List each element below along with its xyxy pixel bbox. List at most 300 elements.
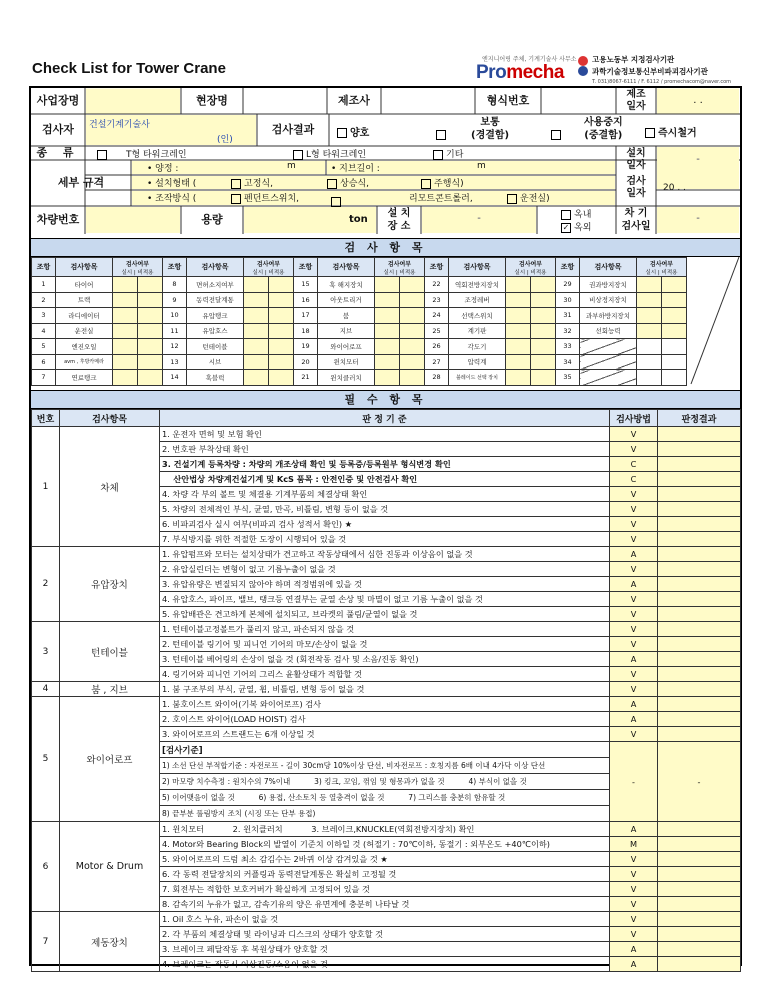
- insp-col-item: 검사항목: [56, 258, 113, 277]
- seal: (인): [217, 135, 233, 145]
- insp-done-cell[interactable]: [244, 370, 269, 386]
- insp-item-no: 17: [294, 308, 318, 324]
- insp-done-cell[interactable]: [506, 339, 531, 355]
- insp-item-no: 34: [556, 354, 580, 370]
- insp-done-cell[interactable]: [375, 370, 400, 386]
- insp-na-cell[interactable]: [269, 292, 294, 308]
- req-method: V: [610, 532, 658, 547]
- req-group-no: 3: [32, 622, 60, 682]
- req-method: A: [610, 577, 658, 592]
- insp-item-name: [580, 339, 637, 355]
- type-l-checkbox[interactable]: [293, 150, 303, 160]
- inspection-row: [163, 354, 294, 370]
- insp-item-no: 27: [425, 354, 449, 370]
- agency-logo-icon: [577, 55, 589, 77]
- insp-na-cell[interactable]: [531, 292, 556, 308]
- req-criteria: 산안법상 차량계건설기계 및 KcS 품목 : 안전인증 및 안전검사 확인: [160, 472, 610, 487]
- inspection-column: [31, 257, 162, 385]
- insp-item-name: 엔진오일: [56, 339, 113, 355]
- inspection-row: [425, 308, 556, 324]
- type-etc[interactable]: 기타: [433, 147, 463, 160]
- insp-done-cell[interactable]: [113, 370, 138, 386]
- insp-item-no: 35: [556, 370, 580, 386]
- inspection-row: [163, 292, 294, 308]
- insp-na-cell[interactable]: [662, 277, 687, 293]
- req-result-cell[interactable]: [658, 942, 741, 957]
- spec-fixed[interactable]: 고정식,: [231, 176, 273, 189]
- result-good[interactable]: 양호: [337, 124, 369, 139]
- insp-na-cell[interactable]: [400, 277, 425, 293]
- insp-item-name: 권과방지장치: [580, 277, 637, 293]
- table-row: [32, 682, 741, 697]
- req-result-cell[interactable]: [658, 622, 741, 637]
- result-stop-checkbox[interactable]: [551, 124, 564, 143]
- inspection-row: [425, 339, 556, 355]
- insp-na-cell[interactable]: [138, 308, 163, 324]
- insp-col-yesno: 검사여부 실시 | 비적용: [244, 258, 294, 277]
- spec-travel[interactable]: 주행식): [421, 176, 464, 189]
- req-criteria: 3. 건설기계 등록차량 : 차량의 개조상태 확인 및 등록증/등록원부 형식변경 확인: [160, 457, 610, 472]
- req-criteria: 1. 붐호이스트 와이어(기복 와이어로프) 검사: [160, 697, 610, 712]
- req-method: V: [610, 667, 658, 682]
- inspection-column: [293, 257, 424, 385]
- req-result-cell[interactable]: [658, 577, 741, 592]
- insp-done-cell[interactable]: [113, 292, 138, 308]
- insp-item-no: 2: [32, 292, 56, 308]
- insp-item-no: 23: [425, 292, 449, 308]
- inspection-row: [294, 339, 425, 355]
- insp-na-cell[interactable]: [269, 354, 294, 370]
- insp-item-name: 동력전달계통: [187, 292, 244, 308]
- insp-na-cell[interactable]: [662, 354, 687, 370]
- insp-item-name: 각도기: [449, 339, 506, 355]
- spec-lift-label: • 양정 :: [147, 164, 179, 174]
- loc-indoor[interactable]: 옥내: [561, 207, 591, 220]
- req-criteria: 5. 와이어로프의 드럼 최소 감김수는 2바퀴 이상 감겨있을 것 ★: [160, 852, 610, 867]
- req-result-cell[interactable]: [658, 457, 741, 472]
- result-normal: 보통 (경결함): [471, 117, 510, 141]
- insp-item-no: 3: [32, 308, 56, 324]
- req-method: V: [610, 927, 658, 942]
- req-result-cell[interactable]: [658, 637, 741, 652]
- insp-done-cell[interactable]: [375, 277, 400, 293]
- promecha-logo: 엔지니어링 주체, 기계기술사 사무소 Promecha: [476, 56, 577, 83]
- req-group-item: 유압장치: [60, 547, 160, 622]
- insp-col-item: 검사항목: [318, 258, 375, 277]
- insp-na-cell[interactable]: [400, 339, 425, 355]
- inspect-date-label: 검사 일자: [626, 176, 646, 199]
- insp-item-no: 11: [163, 323, 187, 339]
- insp-done-cell[interactable]: [375, 308, 400, 324]
- inspection-column: [555, 257, 686, 385]
- insp-done-cell[interactable]: [637, 292, 662, 308]
- insp-col-item: 검사항목: [187, 258, 244, 277]
- inspection-row: [32, 370, 163, 386]
- req-result-cell[interactable]: [658, 442, 741, 457]
- req-result-cell[interactable]: [658, 652, 741, 667]
- req-criteria: 1. 윈치모터 2. 윈치클러치 3. 브레이크,KNUCKLE(역회전방지장치) 확인: [160, 822, 610, 837]
- req-group-item: Motor & Drum: [60, 822, 160, 912]
- req-method: A: [610, 957, 658, 972]
- install-date-value[interactable]: -: [696, 154, 700, 165]
- req-group-no: 2: [32, 547, 60, 622]
- inspection-row: [294, 354, 425, 370]
- inspection-row: [32, 277, 163, 293]
- insp-done-cell[interactable]: [113, 339, 138, 355]
- insp-item-name: 윈치클러치: [318, 370, 375, 386]
- insp-item-no: 14: [163, 370, 187, 386]
- insp-item-no: 30: [556, 292, 580, 308]
- inspection-row: [425, 292, 556, 308]
- req-method: C: [610, 472, 658, 487]
- req-result-cell[interactable]: [658, 427, 741, 442]
- insp-item-no: 29: [556, 277, 580, 293]
- result-good-checkbox[interactable]: [337, 128, 347, 138]
- req-criteria: 1. Oil 호스 누유, 파손이 없을 것: [160, 912, 610, 927]
- insp-na-cell[interactable]: [269, 323, 294, 339]
- wire-criteria-text: 5) 이어맺음이 없을 것 6) 용접, 산소토치 등 열충격이 없을 것 7) 그리스를 충분히 함유할 것: [160, 790, 610, 806]
- req-criteria: 4. 링기어와 피니언 기어의 그리스 윤활상태가 적합할 것: [160, 667, 610, 682]
- insp-done-cell[interactable]: [113, 323, 138, 339]
- req-result-cell[interactable]: [658, 882, 741, 897]
- result-remove[interactable]: 즉시철거: [645, 124, 697, 139]
- req-group-no: 7: [32, 912, 60, 972]
- insp-na-cell[interactable]: [531, 308, 556, 324]
- insp-item-name: 블레이드 선택 장치: [449, 370, 506, 386]
- type-t[interactable]: T형 타워크레인: [97, 147, 187, 160]
- insp-done-cell[interactable]: [637, 277, 662, 293]
- insp-item-name: 시브: [187, 354, 244, 370]
- req-result-cell[interactable]: [658, 607, 741, 622]
- insp-na-cell[interactable]: [531, 339, 556, 355]
- insp-na-cell[interactable]: [138, 354, 163, 370]
- insp-item-no: 6: [32, 354, 56, 370]
- inspection-row: [32, 292, 163, 308]
- insp-done-cell[interactable]: [113, 354, 138, 370]
- type-etc-checkbox[interactable]: [433, 150, 443, 160]
- insp-done-cell[interactable]: [244, 339, 269, 355]
- insp-item-name: 타이어: [56, 277, 113, 293]
- req-result-cell[interactable]: [658, 472, 741, 487]
- req-method: V: [610, 592, 658, 607]
- insp-item-name: 턴테이블: [187, 339, 244, 355]
- inspection-row: [32, 323, 163, 339]
- req-method: V: [610, 622, 658, 637]
- req-col-item: 검사항목: [60, 410, 160, 427]
- req-col-result: 판정결과: [658, 410, 741, 427]
- req-result-cell[interactable]: [658, 517, 741, 532]
- req-result-cell[interactable]: [658, 487, 741, 502]
- insp-item-no: 18: [294, 323, 318, 339]
- insp-item-no: 7: [32, 370, 56, 386]
- spec-blank-checkbox[interactable]: [331, 191, 344, 210]
- req-result-cell[interactable]: [658, 927, 741, 942]
- req-criteria: 7. 부식방지를 위한 적절한 도장이 시행되어 있을 것: [160, 532, 610, 547]
- req-criteria: 4. 차량 각 부의 볼트 및 체결용 기계부품의 체결상태 확인: [160, 487, 610, 502]
- required-table: [31, 409, 741, 972]
- insp-col-item: 검사항목: [580, 258, 637, 277]
- insp-item-no: 25: [425, 323, 449, 339]
- insp-na-cell[interactable]: [269, 370, 294, 386]
- result-stop: 사용중지 (중결함): [584, 117, 623, 141]
- insp-item-name: 계기판: [449, 323, 506, 339]
- insp-na-cell[interactable]: [138, 370, 163, 386]
- insp-col-no: 조항: [32, 258, 56, 277]
- req-result-cell[interactable]: [658, 822, 741, 837]
- req-method: C: [610, 457, 658, 472]
- required-section-title: 필 수 항 목: [31, 390, 740, 409]
- req-result-cell[interactable]: [658, 837, 741, 852]
- insp-item-no: 28: [425, 370, 449, 386]
- insp-na-cell[interactable]: [400, 292, 425, 308]
- insp-done-cell[interactable]: [506, 370, 531, 386]
- insp-item-name: 아웃트리거: [318, 292, 375, 308]
- inspection-row: [425, 277, 556, 293]
- req-result-cell[interactable]: [658, 667, 741, 682]
- req-result-cell[interactable]: [658, 502, 741, 517]
- insp-done-cell[interactable]: [506, 323, 531, 339]
- req-result-cell[interactable]: [658, 562, 741, 577]
- spec-climb[interactable]: 상승식,: [327, 176, 369, 189]
- inspection-row: [425, 354, 556, 370]
- insp-na-cell[interactable]: [662, 292, 687, 308]
- insp-na-cell[interactable]: [662, 370, 687, 386]
- insp-done-cell[interactable]: [244, 323, 269, 339]
- req-criteria: 3. 턴테이블 베어링의 손상이 없을 것 (회전작동 검사 및 소음/진동 확인): [160, 652, 610, 667]
- insp-item-name: 훅 해지장치: [318, 277, 375, 293]
- req-criteria: 1. 붐 구조부의 부식, 균열, 휨, 비틀림, 변형 등이 없을 것: [160, 682, 610, 697]
- inspection-column: [424, 257, 555, 385]
- req-method: A: [610, 697, 658, 712]
- mfg-date-value[interactable]: . .: [693, 95, 703, 106]
- inspector-value[interactable]: 건설기계기술사: [89, 120, 150, 130]
- insp-item-no: 16: [294, 292, 318, 308]
- insp-done-cell[interactable]: [375, 323, 400, 339]
- inspection-row: [163, 277, 294, 293]
- spec-cabin[interactable]: 운전실): [507, 191, 550, 204]
- req-method: V: [610, 637, 658, 652]
- insp-item-name: 비상정지장치: [580, 292, 637, 308]
- req-criteria: 4. Motor와 Bearing Block의 발열이 기준치 이하일 것 (허절기 : 70℃이하, 동절기 : 외부온도 +40℃이하): [160, 837, 610, 852]
- insp-na-cell[interactable]: [400, 354, 425, 370]
- wire-criteria-text: 2) 마모량 치수측정 : 원치수의 7%이내 3) 킹크, 꼬임, 꺾임 및 형몽과가 없을 것 4) 부식이 없을 것: [160, 774, 610, 790]
- wire-result[interactable]: -: [658, 742, 741, 822]
- insp-item-no: 10: [163, 308, 187, 324]
- insp-col-yesno: 검사여부 실시 | 비적용: [637, 258, 687, 277]
- spec-jib-unit: m: [477, 161, 486, 171]
- next-date-value[interactable]: -: [696, 213, 700, 224]
- location-value[interactable]: -: [477, 213, 481, 224]
- req-method: V: [610, 682, 658, 697]
- req-result-cell[interactable]: [658, 697, 741, 712]
- table-row: [32, 697, 741, 712]
- result-label: 검사결과: [271, 123, 315, 136]
- insp-na-cell[interactable]: [662, 308, 687, 324]
- insp-col-yesno: 검사여부 실시 | 비적용: [113, 258, 163, 277]
- insp-item-no: 12: [163, 339, 187, 355]
- req-group-item: 와이어로프: [60, 697, 160, 822]
- req-method: V: [610, 607, 658, 622]
- type-label: 종 류: [36, 146, 80, 159]
- insp-na-cell[interactable]: [400, 323, 425, 339]
- insp-done-cell[interactable]: [506, 354, 531, 370]
- req-result-cell[interactable]: [658, 852, 741, 867]
- req-method: V: [610, 517, 658, 532]
- insp-item-name: 라디에이터: [56, 308, 113, 324]
- insp-done-cell[interactable]: [506, 292, 531, 308]
- insp-done-cell[interactable]: [375, 292, 400, 308]
- inspection-row: [294, 292, 425, 308]
- site-label: 사업장명: [36, 94, 80, 107]
- insp-item-name: 윈치모터: [318, 354, 375, 370]
- spec-pendant[interactable]: 펜던트스위치,: [231, 191, 299, 204]
- insp-na-cell[interactable]: [269, 308, 294, 324]
- req-criteria: 3. 유압유량은 변질되지 않아야 하며 적정범위에 있을 것: [160, 577, 610, 592]
- insp-na-cell[interactable]: [531, 370, 556, 386]
- inspection-row: [294, 323, 425, 339]
- insp-done-cell[interactable]: [375, 339, 400, 355]
- inspection-row: [556, 292, 687, 308]
- insp-done-cell[interactable]: [506, 308, 531, 324]
- insp-done-cell[interactable]: [637, 308, 662, 324]
- insp-item-no: 21: [294, 370, 318, 386]
- wire-criteria-text: [검사기준]: [160, 742, 610, 758]
- req-criteria: 5. 차량의 전체적인 부식, 균열, 만곡, 비틀림, 변형 등이 없을 것: [160, 502, 610, 517]
- insp-done-cell[interactable]: [375, 354, 400, 370]
- insp-na-cell[interactable]: [662, 323, 687, 339]
- spec-lift-unit: m: [287, 161, 296, 171]
- loc-outdoor[interactable]: ✓ 옥외: [562, 222, 592, 233]
- insp-item-name: 트랙: [56, 292, 113, 308]
- insp-col-yesno: 검사여부 실시 | 비적용: [506, 258, 556, 277]
- insp-done-cell[interactable]: [244, 292, 269, 308]
- result-remove-checkbox[interactable]: [645, 128, 655, 138]
- req-result-cell[interactable]: [658, 897, 741, 912]
- insp-na-cell[interactable]: [662, 339, 687, 355]
- type-t-checkbox[interactable]: [97, 150, 107, 160]
- insp-done-cell[interactable]: [113, 308, 138, 324]
- req-result-cell[interactable]: [658, 957, 741, 972]
- req-method: V: [610, 897, 658, 912]
- insp-item-name: 과부하방지장치: [580, 308, 637, 324]
- req-result-cell[interactable]: [658, 912, 741, 927]
- insp-done-cell[interactable]: [637, 370, 662, 386]
- next-date-label: 차 기 검사일: [621, 208, 651, 232]
- req-method: V: [610, 882, 658, 897]
- table-row: [32, 547, 741, 562]
- insp-item-no: 9: [163, 292, 187, 308]
- spec-jib-label: • 지브길이 :: [331, 164, 380, 174]
- spec-control-label: • 조작방식 (: [147, 194, 197, 204]
- insp-na-cell[interactable]: [400, 308, 425, 324]
- mfg-date-label: 제조 일자: [626, 89, 646, 112]
- insp-done-cell[interactable]: [244, 354, 269, 370]
- insp-item-no: 1: [32, 277, 56, 293]
- req-result-cell[interactable]: [658, 867, 741, 882]
- req-group-no: 6: [32, 822, 60, 912]
- wire-method: -: [610, 742, 658, 822]
- inspection-row: [163, 339, 294, 355]
- inspection-row: [163, 370, 294, 386]
- insp-item-no: 8: [163, 277, 187, 293]
- req-result-cell[interactable]: [658, 547, 741, 562]
- insp-item-no: 33: [556, 339, 580, 355]
- req-group-no: 5: [32, 697, 60, 822]
- req-method: M: [610, 837, 658, 852]
- insp-done-cell[interactable]: [637, 339, 662, 355]
- req-result-cell[interactable]: [658, 682, 741, 697]
- insp-na-cell[interactable]: [138, 292, 163, 308]
- insp-done-cell[interactable]: [506, 277, 531, 293]
- req-result-cell[interactable]: [658, 712, 741, 727]
- vehicle-label: 차량번호: [36, 213, 80, 226]
- insp-done-cell[interactable]: [637, 323, 662, 339]
- inspect-date-value[interactable]: 20 . .: [663, 183, 686, 193]
- wire-criteria-text: 1) 소선 단선 부적합기준 : 자전로프 - 길이 30cm당 10%이상 단선, 비자전로프 : 호칭지름 6배 이내 4가닥 이상 단선: [160, 758, 610, 774]
- inspection-row: [32, 308, 163, 324]
- insp-na-cell[interactable]: [138, 323, 163, 339]
- insp-done-cell[interactable]: [244, 308, 269, 324]
- req-group-no: 4: [32, 682, 60, 697]
- insp-na-cell[interactable]: [531, 323, 556, 339]
- inspection-row: [556, 308, 687, 324]
- insp-done-cell[interactable]: [113, 277, 138, 293]
- insp-item-name: avm , 후방카메라: [56, 354, 113, 370]
- req-result-cell[interactable]: [658, 532, 741, 547]
- req-col-method: 검사방법: [610, 410, 658, 427]
- inspection-row: [425, 370, 556, 386]
- req-method: V: [610, 852, 658, 867]
- req-criteria: 4. 유압호스, 파이프, 밸브, 탱크등 연결부는 균열 손상 및 마멸이 없고 기름 누출이 없을 것: [160, 592, 610, 607]
- req-method: V: [610, 727, 658, 742]
- result-normal-checkbox[interactable]: [436, 124, 449, 143]
- inspection-row: [163, 308, 294, 324]
- capacity-label: 용량: [201, 213, 223, 226]
- insp-item-no: 5: [32, 339, 56, 355]
- insp-na-cell[interactable]: [138, 277, 163, 293]
- req-result-cell[interactable]: [658, 727, 741, 742]
- type-l[interactable]: L형 타워크레인: [293, 147, 366, 160]
- insp-done-cell[interactable]: [637, 354, 662, 370]
- insp-na-cell[interactable]: [269, 339, 294, 355]
- inspection-section-title: 검 사 항 목: [31, 238, 740, 257]
- req-col-no: 번호: [32, 410, 60, 427]
- insp-item-no: 32: [556, 323, 580, 339]
- req-method: V: [610, 912, 658, 927]
- req-result-cell[interactable]: [658, 592, 741, 607]
- insp-item-name: 선회능력: [580, 323, 637, 339]
- spec-remote: 리모트콘트롤러,: [409, 194, 473, 204]
- insp-col-no: 조항: [294, 258, 318, 277]
- insp-na-cell[interactable]: [138, 339, 163, 355]
- inspection-row: [556, 339, 687, 355]
- insp-item-name: 조정레버: [449, 292, 506, 308]
- capacity-unit: ton: [349, 214, 368, 225]
- maker-label: 제조사: [338, 94, 370, 107]
- insp-done-cell[interactable]: [244, 277, 269, 293]
- insp-item-no: 24: [425, 308, 449, 324]
- insp-item-name: 압력계: [449, 354, 506, 370]
- insp-na-cell[interactable]: [269, 277, 294, 293]
- insp-item-name: 운전실: [56, 323, 113, 339]
- insp-na-cell[interactable]: [531, 277, 556, 293]
- insp-na-cell[interactable]: [531, 354, 556, 370]
- insp-item-name: 유압탱크: [187, 308, 244, 324]
- insp-na-cell[interactable]: [400, 370, 425, 386]
- inspection-row: [556, 277, 687, 293]
- spec-label: 세부 규격: [57, 176, 105, 189]
- insp-col-no: 조항: [556, 258, 580, 277]
